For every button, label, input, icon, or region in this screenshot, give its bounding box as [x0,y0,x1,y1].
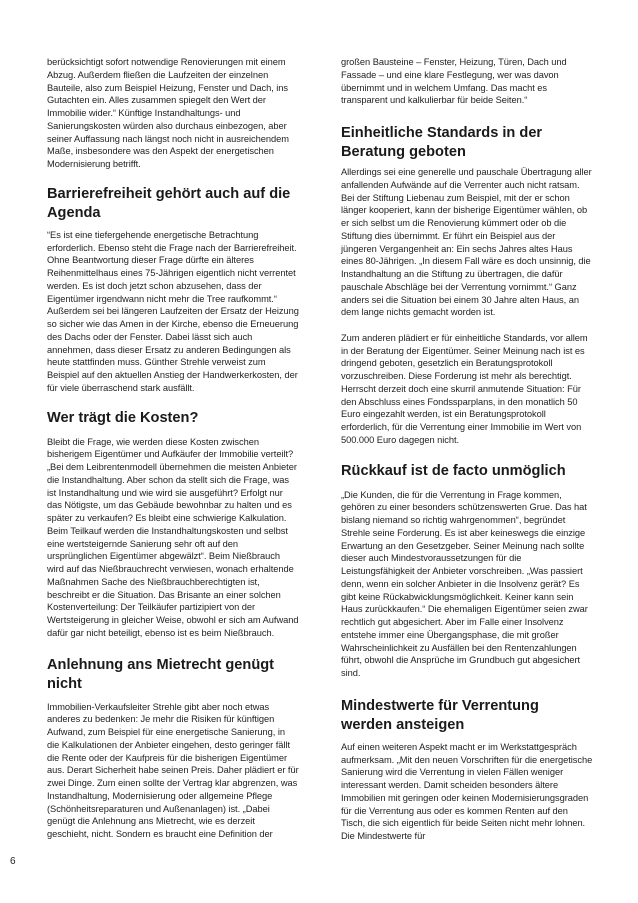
heading-barrierefreiheit: Barrierefreiheit gehört auch auf die Agenda [47,185,291,221]
paragraph-barrierefreiheit: “Es ist eine tiefergehende energetische Betrachtung erforderlich. Ebenso steht die Frage nach der Barrierefreiheit. Ohne Beantwortung dieser Frage dürfte ein älteres Reihenmittelhaus eines 75-Jährigen eigentlich nicht verrentet werden. Es ist doch jetzt schon abzusehen, dass der Eigentümer irgendwann nicht mehr die Tree raufkommt.“ Außerdem sei bei längeren Laufzeiten der Ersatz der Heizung so sicher wie das Amen in der Kirche, ebenso die Erneuerung des Dachs oder der Fenster. Dabei lässt sich auch annehmen, dass dieser Ersatz zu anderen Bedingungen als heute stattfinden muss. Günther Strehle verweist zum Beispiel auf den aktuellen Anstieg der Handwerkerkosten, der für viele überraschend stark ausfällt. [47,229,299,393]
left-intro-paragraph: berücksichtigt sofort notwendige Renovierungen mit einem Abzug. Außerdem fließen die Laufzeiten der einzelnen Bauteile, also zum Beispiel Heizung, Fenster und Dach, ins Gutachten ein. Alles zusammen spiegelt den Wert der Immobilie wider.“ Künftige Instandhaltungs- und Sanierungskosten würden also durchaus einbezogen, aber seiner Auffassung nach längst noch nicht in ausreichendem Maße, insbesondere was den Aspekt der energetischen Modernisierung betrifft. [47,57,289,169]
page-number: 6 [10,856,16,867]
paragraph-kosten: Bleibt die Frage, wie werden diese Kosten zwischen bisherigem Eigentümer und Aufkäufer der Immobilie verteilt? „Bei dem Leibrentenmodell übernehmen die meisten Anbieter die Instandhaltung. Aber schon da stellt sich die Frage, was ist Instandhaltung und wie wird sie ausgeführt? Erfolgt nur das Nötigste, um das Gebäude bewohnbar zu halten und es später zu verkaufen? Es bleibt eine schwierige Kalkulation. Beim Teilkauf werden die Instandhaltungskosten und selbst eine wertsteigernde Sanierung sehr oft auf den ursprünglichen Eigentümer abgewälzt“. Beim Nießbrauch wird auf das Nießbrauchrecht verwiesen, wonach erhaltende Maßnahmen Sache des Nießbrauchberechtigten ist, beschreibt er die Situation. Das Brisante an einer solchen Kostenverteilung: Der Teilkäufer partizipiert von der Wertsteigerung in gleicher Weise, obwohl er sich am Aufwand dafür gar nicht beteiligt, ebenso ist es beim Nießbrauch. [47,436,299,638]
paragraph-anlehnung: Immobilien-Verkaufsleiter Strehle gibt aber noch etwas anderes zu bedenken: Je mehr die Risiken für künftigen Aufwand, zum Beispiel für eine energetische Sanierung, in die Kalkulationen der Anbieter eingehen, desto geringer fällt die Rente oder der Kaufpreis für die bisherigen Eigentümer aus. Derart Sicherheit habe seinen Preis. Daher plädiert er für zwei Dinge. Zum einen sollte der Vertrag klar abgrenzen, was Instandhaltung, Modernisierung oder allgemeine Pflege (Schönheitsreparaturen und Außenanlagen) ist. „Dabei genügt die Anlehnung ans Mietrecht, wie es derzeit geschieht, nicht. Sondern es braucht eine Definition der [47,701,299,839]
heading-anlehnung: Anlehnung ans Mietrecht genügt nicht [47,656,275,692]
left-column [47,56,299,841]
right-intro-paragraph: großen Bausteine – Fenster, Heizung, Türen, Dach und Fassade – und eine klare Festlegung, wer was davon übernimmt und in welchem Umfang. Das macht es transparent und kalkulierbar für beide Seiten.“ [341,57,567,106]
paragraph-standards-1: Allerdings sei eine generelle und pauschale Übertragung aller anfallenden Aufwände auf die Verrenter auch nicht ratsam. Bei der Stiftung Liebenau zum Beispiel, mit der er schon länger kooperiert, kann der bisherige Eigentümer wählen, ob er sich selbst um die Renovierung kümmert oder ob die Stiftung dies übernimmt. Er führt ein Beispiel aus der jüngeren Vergangenheit an: Ein sechs Jahres altes Haus eines 80-Jährigen. „In diesem Fall wäre es doch unsinnig, die Instandhaltung an die Stiftung zu übertragen, die dafür pauschale Abschläge bei der Verrentung vornimmt.“ Ganz anders sei die Situation bei einem 30 Jahre alten Haus, an dem lange nichts gemacht worden ist. [341,167,592,318]
heading-kosten: Wer trägt die Kosten? [47,409,199,426]
paragraph-mindestwerte: Auf einen weiteren Aspekt macht er im Werkstattgespräch aufmerksam. „Mit den neuen Vorschriften für die energetische Sanierung wird die Verrentung in vielen Fällen weniger interessant werden. Damit scheiden besonders ältere Immobilien mit geringen oder keinen Modernisierungsgraden für die Verrentung aus oder es kommen Renten auf den Tisch, die sich eigentlich für beide Seiten nicht mehr lohnen. Die Mindestwerte für [341,741,593,841]
right-column [341,56,593,843]
heading-standards: Einheitliche Standards in der Beratung geboten [341,125,543,160]
paragraph-standards-2: Zum anderen plädiert er für einheitliche Standards, vor allem in der Beratung der Eigentümer. Seiner Meinung nach ist es dringend geboten, gesetzlich ein Beratungsprotokoll vorzuschreiben. Diese Forderung ist mehr als berechtigt. Herrscht derzeit doch eine skurril anmutende Situation: Für den Abschluss eines Fondssparplans, in den monatlich 50 Euro eingezahlt werden, ist ein Beratungsprotokoll erforderlich, für die Verrentung einer Immobilie im Wert von 500.000 Euro dagegen nicht. [341,332,588,445]
heading-rueckkauf: Rückkauf ist de facto unmöglich [341,462,566,479]
heading-mindestwerte: Mindestwerte für Verrentung werden ansteigen [341,697,539,733]
paragraph-rueckkauf: „Die Kunden, die für die Verrentung in Frage kommen, gehören zu einer besonders schützenswerten Grue. Das hat bislang niemand so richtig wahrgenommen“, begründet Strehle seine Forderung. Es ist aber keineswegs die einzige Erwartung an den Gesetzgeber. Seiner Meinung nach sollte dieser auch Mindestvoraussetzungen für die Leistungsfähigkeit der Anbieter vorschreiben. „Was passiert denn, wenn ein solcher Anbieter in die Insolvenz gerät? Es gibt keine Rückabwicklungsmöglichkeit. Keiner kann sein Haus zurückkaufen.“ Die ehemaligen Eigentümer seien zwar rechtlich gut abgesichert. Aber im Falle einer Insolvenz entstehe immer eine Übergangsphase, die mit großer Wahrscheinlichkeit zu Ausfällen bei den Rentenzahlungen führt, obwohl die Ansprüche im Grundbuch gut abgesichert sind. [341,489,588,678]
